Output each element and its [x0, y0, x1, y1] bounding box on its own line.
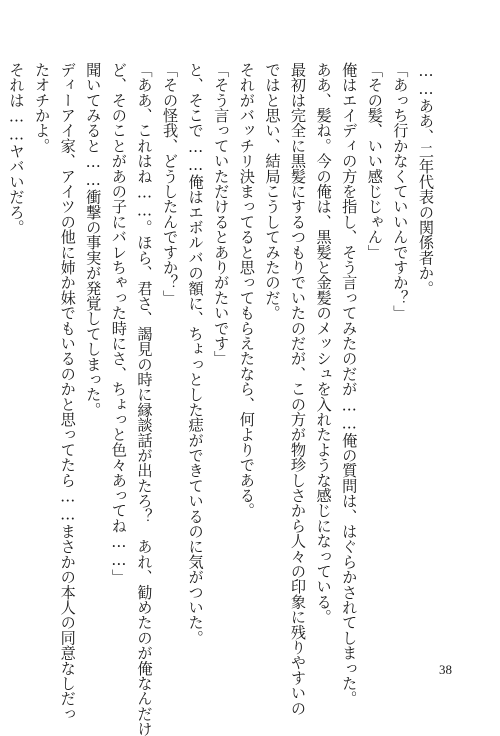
text-line: それがバッチリ決まってると思ってもらえたなら、何よりである。 — [237, 62, 256, 518]
text-line: ではと思い、結局こうしてみたのだ。 — [263, 62, 282, 321]
text-line: 「その髪、いい感じじゃん」 — [365, 62, 384, 260]
text-line: ディーアイ家、アイツの他に姉か妹でもいるのかと思ってたら……まさかの本人の同意なしだっ — [58, 62, 77, 722]
text-line: 「あっち行かなくていいんですか？」 — [391, 62, 410, 321]
text-line: たオチかよ。 — [33, 62, 52, 154]
text-line: と、そこで……俺はエボルバの額に、ちょっとした痣ができているのに気がついた。 — [186, 62, 205, 646]
text-line: 最初は完全に黒髪にするつもりでいたのだが、この方が物珍しさから人々の印象に残りやすいの — [289, 62, 308, 716]
text-line: 聞いてみると……衝撃の事実が発覚してしまった。 — [84, 62, 103, 418]
text-line: 俺はエイディの方を指し、そう言ってみたのだが……俺の質問は、はぐらかされてしまった。 — [340, 62, 359, 706]
vertical-text-body — [7, 62, 438, 736]
page-number: 38 — [439, 662, 452, 677]
text-line: ど、そのことがあの子にバレちゃった時にさ、ちょっと色々あってね……」 — [109, 62, 128, 585]
text-line: ……ああ、二年代表の関係者か。 — [417, 62, 435, 296]
text-line: それは……ヤバいだろ。 — [7, 62, 26, 235]
text-line: 「その怪我、どうしたんですか？」 — [161, 62, 180, 306]
text-line: ああ、髪ね。今の俺は、黒髪と金髪のメッシュを入れたような感じになっている。 — [314, 62, 333, 625]
text-line: 「ああ、これはね……。ほら、君さ、謁見の時に縁談話が出たろ？ あれ、勧めたのが俺なんだけ — [135, 62, 154, 736]
text-line: 「そう言っていただけるとありがたいです」 — [212, 62, 231, 366]
